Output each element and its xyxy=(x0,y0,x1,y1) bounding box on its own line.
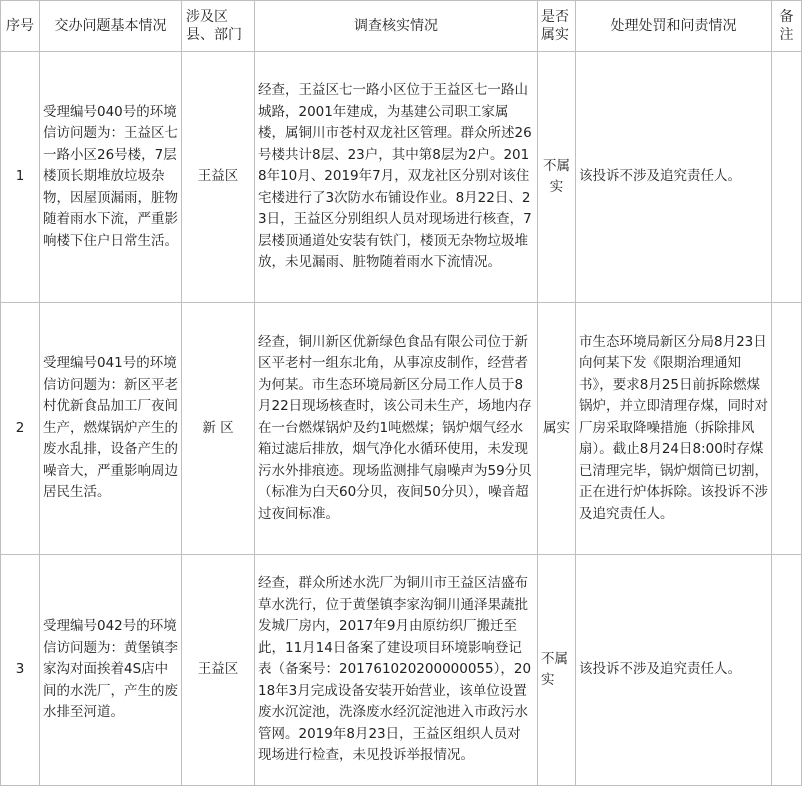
row-handling: 该投诉不涉及追究责任人。 xyxy=(576,555,772,786)
row-remark xyxy=(772,52,802,303)
table-row xyxy=(1,303,802,555)
row-is-true: 不属实 xyxy=(538,52,576,303)
row-is-true: 不属实 xyxy=(538,555,576,786)
header-row xyxy=(1,1,802,52)
header-handling: 处理处罚和问责情况 xyxy=(576,1,772,52)
row-district: 王益区 xyxy=(182,555,255,786)
row-no: 1 xyxy=(1,52,40,303)
header-district: 涉及区县、部门 xyxy=(182,1,255,52)
header-finding: 调查核实情况 xyxy=(255,1,538,52)
row-handling: 该投诉不涉及追究责任人。 xyxy=(576,52,772,303)
row-district: 新 区 xyxy=(182,303,255,555)
row-no: 3 xyxy=(1,555,40,786)
row-remark xyxy=(772,303,802,555)
row-issue: 受理编号040号的环境信访问题为：王益区七一路小区26号楼，7层楼顶长期堆放垃圾杂物，因屋顶漏雨，脏物随着雨水下流，严重影响楼下住户日常生活。 xyxy=(40,52,182,303)
row-no: 2 xyxy=(1,303,40,555)
row-finding: 经查，王益区七一路小区位于王益区七一路山城路，2001年建成，为基建公司职工家属楼，属铜川市苍村双龙社区管理。群众所述26号楼共计8层、23户，其中第8层为2户。2018年10月、2019年7月，双龙社区分别对该住宅楼进行了3次防水布铺设作业。8月22日、23日，王益区分别组织人员对现场进行核查，7层楼顶通道处安装有铁门，楼顶无杂物垃圾堆放，未见漏雨、脏物随着雨水下流情况。 xyxy=(255,52,538,303)
row-finding: 经查，群众所述水洗厂为铜川市王益区洁盛布草水洗行，位于黄堡镇李家沟铜川通泽果蔬批发城厂房内，2017年9月由原纺织厂搬迁至此，11月14日备案了建设项目环境影响登记表（备案号：201761020200000055），2018年3月完成设备安装开始营业，该单位设置废水沉淀池，洗涤废水经沉淀池进入市政污水管网。2019年8月23日，王益区组织人员对现场进行检查，未见投诉举报情况。 xyxy=(255,555,538,786)
header-issue: 交办问题基本情况 xyxy=(40,1,182,52)
row-district: 王益区 xyxy=(182,52,255,303)
row-finding: 经查，铜川新区优新绿色食品有限公司位于新区平老村一组东北角，从事凉皮制作，经营者为何某。市生态环境局新区分局工作人员于8月22日现场核查时，该公司未生产，场地内存在一台燃煤锅炉及约1吨燃煤；锅炉烟气经水箱过滤后排放，烟气净化水循环使用，未发现污水外排痕迹。现场监测排气扇噪声为59分贝（标准为白天60分贝，夜间50分贝），噪音超过夜间标准。 xyxy=(255,303,538,555)
header-is-true: 是否属实 xyxy=(538,1,576,52)
table-row xyxy=(1,52,802,303)
row-remark xyxy=(772,555,802,786)
table-row xyxy=(1,555,802,786)
header-no: 序号 xyxy=(1,1,40,52)
row-issue: 受理编号042号的环境信访问题为：黄堡镇李家沟对面挨着4S店中间的水洗厂，产生的废水排至河道。 xyxy=(40,555,182,786)
row-is-true: 属实 xyxy=(538,303,576,555)
row-handling: 市生态环境局新区分局8月23日向何某下发《限期治理通知书》，要求8月25日前拆除燃煤锅炉，并立即清理存煤，同时对厂房采取降噪措施（拆除排风扇）。截止8月24日8:00时存煤已清理完毕，锅炉烟筒已切割，正在进行炉体拆除。该投诉不涉及追究责任人。 xyxy=(576,303,772,555)
row-issue: 受理编号041号的环境信访问题为：新区平老村优新食品加工厂夜间生产，燃煤锅炉产生的废水乱排，设备产生的噪音大，严重影响周边居民生活。 xyxy=(40,303,182,555)
header-remark: 备注 xyxy=(772,1,802,52)
